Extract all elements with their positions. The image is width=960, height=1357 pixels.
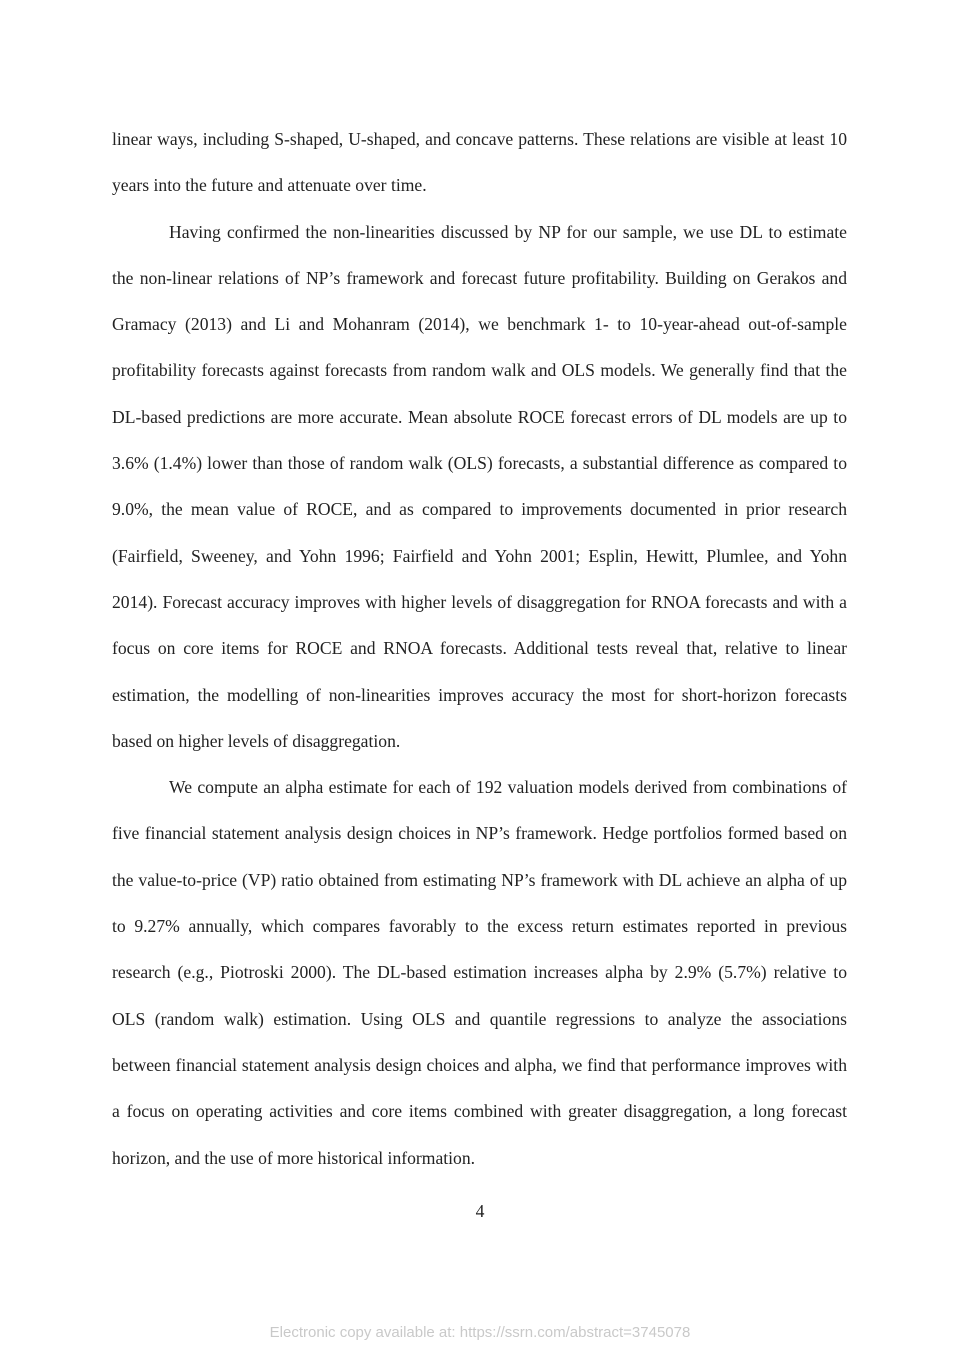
body-text [112,116,847,1181]
paragraph-alpha-estimates: We compute an alpha estimate for each of 192 valuation models derived from combinations of five financial statement analysis design choices in NP’s framework. Hedge portfolios formed based on the value-to-price (VP) ratio obtained from estimating NP’s framework with DL achieve an alpha of up to 9.27% annually, which compares favorably to the excess return estimates reported in previous research (e.g., Piotroski 2000). The DL-based estimation increases alpha by 2.9% (5.7%) relative to OLS (random walk) estimation. Using OLS and quantile regressions to analyze the associations between financial statement analysis design choices and alpha, we find that performance improves with a focus on operating activities and core items combined with greater disaggregation, a long forecast horizon, and the use of more historical information. [112,777,847,1168]
ssrn-footer: Electronic copy available at: https://ssrn.com/abstract=3745078 [269,1324,691,1341]
page-number: 4 [475,1201,485,1221]
paragraph-continuation: linear ways, including S-shaped, U-shaped, and concave patterns. These relations are visible at least 10 years into the future and attenuate over time. [112,129,847,196]
paragraph-profitability-forecasts: Having confirmed the non-linearities discussed by NP for our sample, we use DL to estimate the non-linear relations of NP’s framework and forecast future profitability. Building on Gerakos and Gramacy (2013) and Li and Mohanram (2014), we benchmark 1- to 10-year-ahead out-of-sample profitability forecasts against forecasts from random walk and OLS models. We generally find that the DL-based predictions are more accurate. Mean absolute ROCE forecast errors of DL models are up to 3.6% (1.4%) lower than those of random walk (OLS) forecasts, a substantial difference as compared to 9.0%, the mean value of ROCE, and as compared to improvements documented in prior research (Fairfield, Sweeney, and Yohn 1996; Fairfield and Yohn 2001; Esplin, Hewitt, Plumlee, and Yohn 2014). Forecast accuracy improves with higher levels of disaggregation for RNOA forecasts and with a focus on core items for ROCE and RNOA forecasts. Additional tests reveal that, relative to linear estimation, the modelling of non-linearities improves accuracy the most for short-horizon forecasts based on higher levels of disaggregation. [112,221,847,751]
